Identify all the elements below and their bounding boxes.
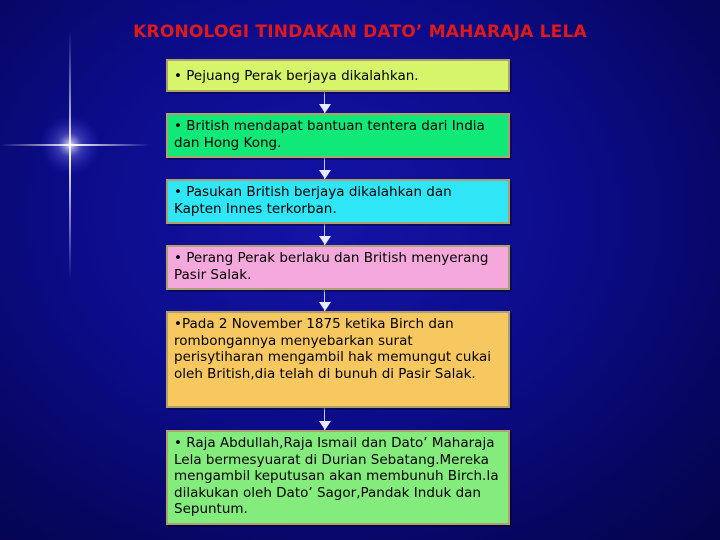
- page-title: KRONOLOGI TINDAKAN DATO’ MAHARAJA LELA: [133, 22, 587, 42]
- flow-arrow-icon: [319, 302, 331, 311]
- flow-arrow-icon: [319, 104, 331, 113]
- flow-arrow-icon: [319, 236, 331, 245]
- timeline-step-6: • Raja Abdullah,Raja Ismail dan Dato’ Maharaja Lela bermesyuarat di Durian Sebatang.Mereka mengambil keputusan akan membunuh Birch.Ia dilakukan oleh Dato’ Sagor,Pandak Induk dan Sepuntum.: [166, 430, 510, 525]
- flow-arrow-icon: [319, 170, 331, 179]
- timeline-step-2: • British mendapat bantuan tentera dari India dan Hong Kong.: [166, 113, 510, 158]
- timeline-step-5: •Pada 2 November 1875 ketika Birch dan rombongannya menyebarkan surat perisytiharan mengambil hak memungut cukai oleh British,dia telah di bunuh di Pasir Salak.: [166, 311, 510, 408]
- timeline-step-1: • Pejuang Perak berjaya dikalahkan.: [166, 59, 510, 92]
- timeline-step-4: • Perang Perak berlaku dan British menyerang Pasir Salak.: [166, 245, 510, 290]
- timeline-step-3: • Pasukan British berjaya dikalahkan dan Kapten Innes terkorban.: [166, 179, 510, 224]
- flow-arrow-icon: [319, 421, 331, 430]
